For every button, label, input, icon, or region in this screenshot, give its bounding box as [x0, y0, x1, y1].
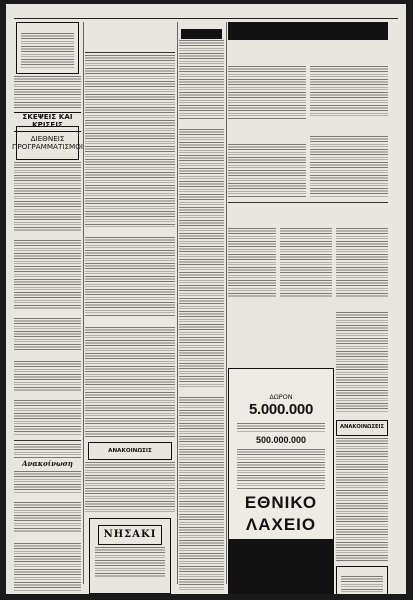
article-text [14, 240, 81, 310]
article-text [14, 162, 81, 232]
divider [228, 202, 388, 203]
article-text [228, 144, 306, 198]
section-masthead [228, 22, 388, 40]
newspaper-page [6, 4, 406, 594]
article-text [14, 444, 81, 458]
column-2 [85, 22, 175, 584]
lottery-name-line1: ΕΘΝΙΚΟ [244, 493, 318, 512]
box-headline: ΔΙΕΘΝΕΙΣ ΠΡΟΓΡΑΜΜΑΤΙΣΜΟΙ [12, 133, 84, 151]
article-text [310, 66, 388, 116]
announcements-heading: ΑΝΑΚΟΙΝΩΣΕΙΣ [339, 424, 385, 431]
article-text [14, 471, 81, 493]
article-text [14, 502, 81, 532]
announcements-heading: ΑΝΑΚΟΙΝΩΣΙΣ [108, 447, 152, 454]
article-text [179, 40, 224, 120]
divider [14, 440, 81, 441]
lottery-text [237, 423, 325, 433]
column-rule [226, 22, 227, 584]
ad-title: ΝΗΣΑΚΙ [103, 529, 157, 541]
article-text [85, 327, 175, 437]
column-rule [83, 22, 84, 584]
article-text [14, 543, 81, 591]
page-header [14, 9, 398, 19]
footer-text [341, 576, 383, 592]
lottery-advertisement [228, 368, 334, 594]
ad-title-box [98, 525, 162, 545]
column-rule [177, 22, 178, 584]
notice-text [21, 33, 74, 69]
divider [85, 52, 175, 53]
article-text [85, 462, 175, 514]
column-1 [12, 22, 84, 584]
article-text [228, 228, 276, 298]
lottery-text [237, 449, 325, 489]
second-prize-amount: 500.000.000 [255, 435, 307, 445]
article-text [14, 361, 81, 391]
lottery-name-line2: ΛΑΧΕΙΟ [245, 515, 317, 534]
article-text [228, 66, 306, 120]
footer-box [336, 566, 388, 594]
column-3 [179, 22, 224, 584]
article-text [336, 438, 388, 562]
ad-text [95, 547, 165, 577]
announcements-heading-box [336, 420, 388, 436]
article-text [336, 312, 388, 412]
notice-box [16, 22, 79, 74]
column-4 [228, 22, 388, 584]
article-text [14, 400, 81, 436]
article-text [179, 397, 224, 592]
headline-box [12, 126, 84, 160]
article-text [14, 76, 81, 110]
announcement-title: Ανακοίνωση [22, 459, 73, 468]
article-text [310, 136, 388, 198]
article-text [14, 318, 81, 352]
article-text [85, 55, 175, 227]
section-title: ΣΚΕΨΕΙΣ ΚΑΙ ΚΡΙΣΕΙΣ [14, 112, 81, 132]
prize-label: ΔΩΡΟΝ [269, 393, 293, 401]
article-text [85, 237, 175, 317]
prize-amount: 5.000.000 [248, 401, 314, 418]
article-text [336, 228, 388, 298]
article-text [179, 129, 224, 389]
lottery-banner [229, 539, 333, 594]
advertisement-box [89, 518, 171, 594]
article-text [280, 228, 332, 298]
column-badge [181, 29, 222, 39]
announcements-heading-box [88, 442, 172, 460]
